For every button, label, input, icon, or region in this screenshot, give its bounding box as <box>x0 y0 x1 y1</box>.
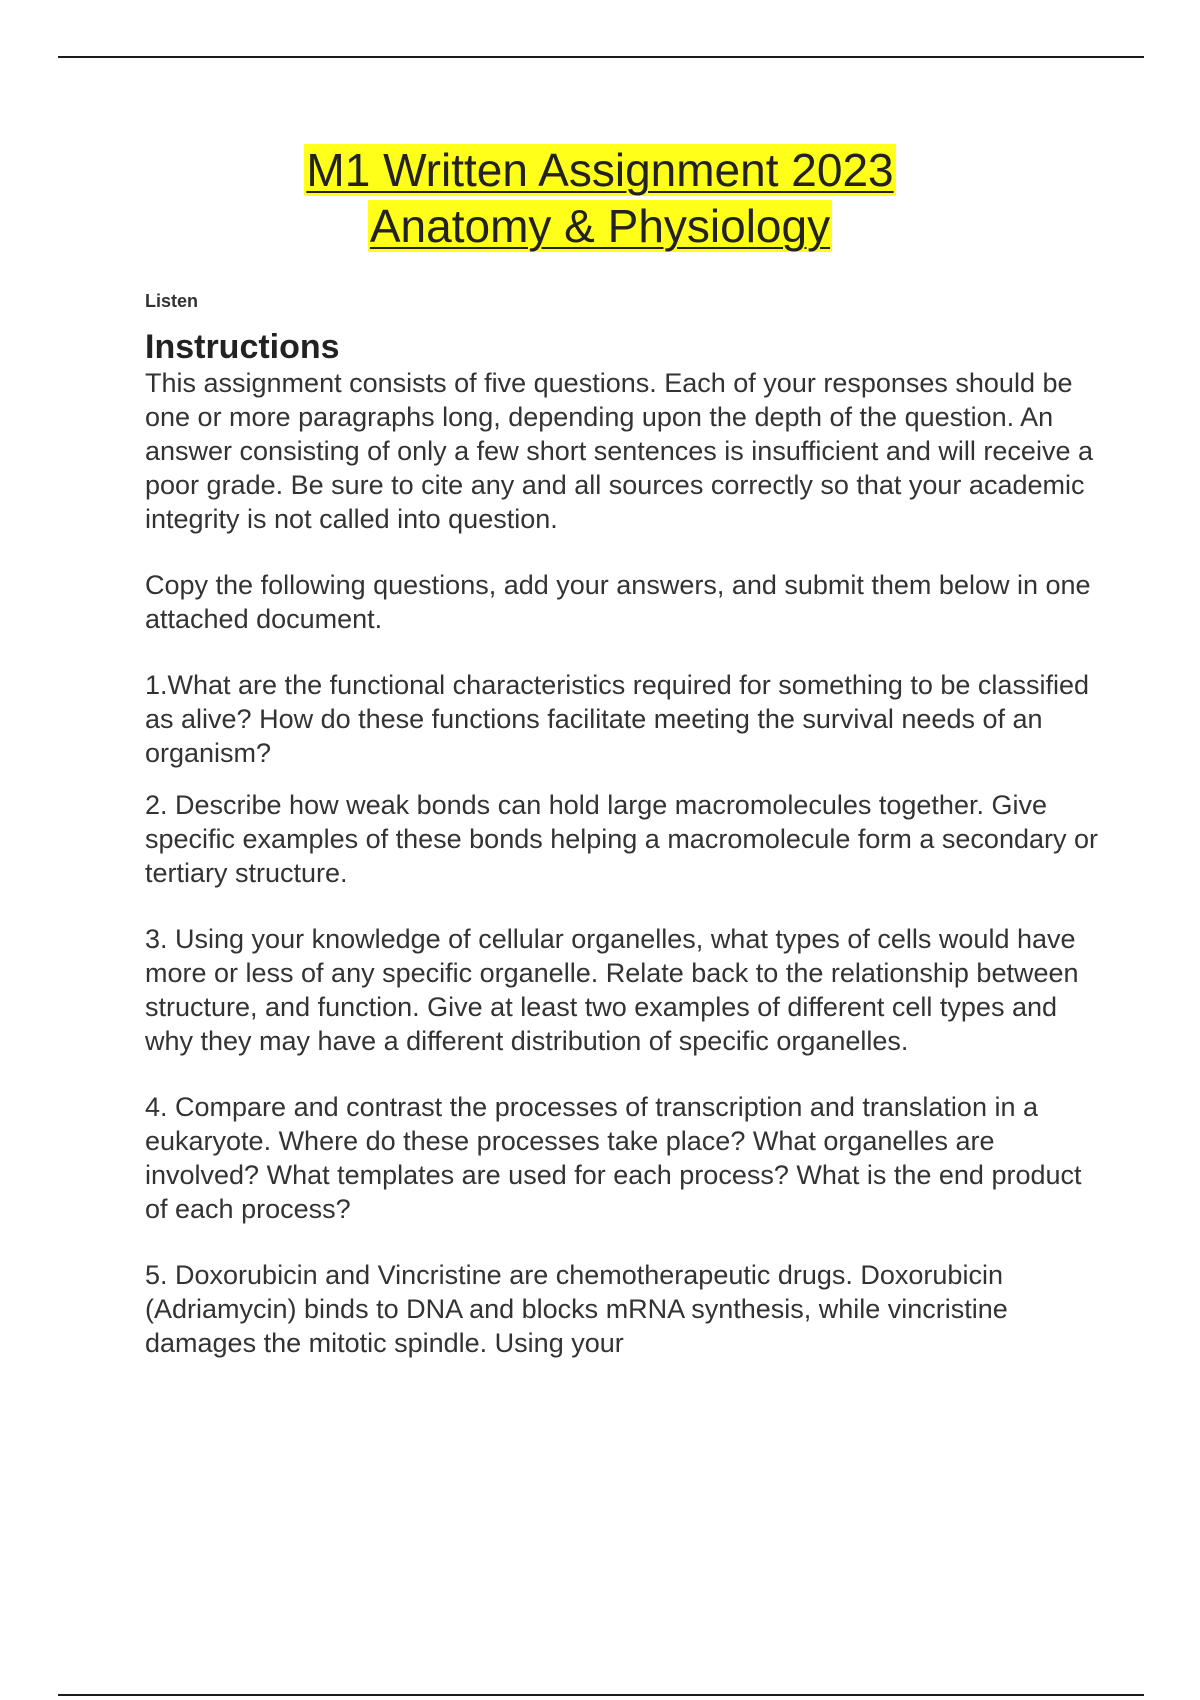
question-5: 5. Doxorubicin and Vincristine are chemotherapeutic drugs. Doxorubicin (Adriamycin) binds to DNA and blocks mRNA synthesis, while vincristine damages the mitotic spindle. Using your <box>145 1260 1008 1358</box>
top-rule <box>58 56 1144 58</box>
title-line-2 <box>0 198 1200 254</box>
bottom-rule <box>58 1694 1144 1696</box>
question-2: 2. Describe how weak bonds can hold large macromolecules together. Give specific examples of these bonds helping a macromolecule form a secondary or tertiary structure. <box>145 790 1098 888</box>
instructions-heading: Instructions <box>145 328 340 366</box>
question-3: 3. Using your knowledge of cellular organelles, what types of cells would have more or less of any specific organelle. Relate back to the relationship between structure, and function. Give at least two examples of different cell types and why they may have a different distribution of specific organelles. <box>145 924 1079 1056</box>
title-text-1: M1 Written Assignment 2023 <box>306 144 894 196</box>
question-4: 4. Compare and contrast the processes of transcription and translation in a eukaryote. Where do these processes take place? What organelles are involved? What templates are used for each process? What is the end product of each process? <box>145 1092 1082 1224</box>
copy-instructions-paragraph: Copy the following questions, add your answers, and submit them below in one attached document. <box>145 570 1091 634</box>
question-1: 1.What are the functional characteristics required for something to be classified as alive? How do these functions facilitate meeting the survival needs of an organism? <box>145 670 1089 768</box>
document-title <box>0 142 1200 254</box>
instructions-paragraph: This assignment consists of five questions. Each of your responses should be one or more paragraphs long, depending upon the depth of the question. An answer consisting of only a few short sentences is insufficient and will receive a poor grade. Be sure to cite any and all sources correctly so that your academic integrity is not called into question. <box>145 368 1093 534</box>
document-body <box>145 290 1105 1360</box>
title-text-2: Anatomy & Physiology <box>369 200 831 252</box>
listen-label[interactable]: Listen <box>145 291 199 311</box>
title-line-1 <box>0 142 1200 198</box>
